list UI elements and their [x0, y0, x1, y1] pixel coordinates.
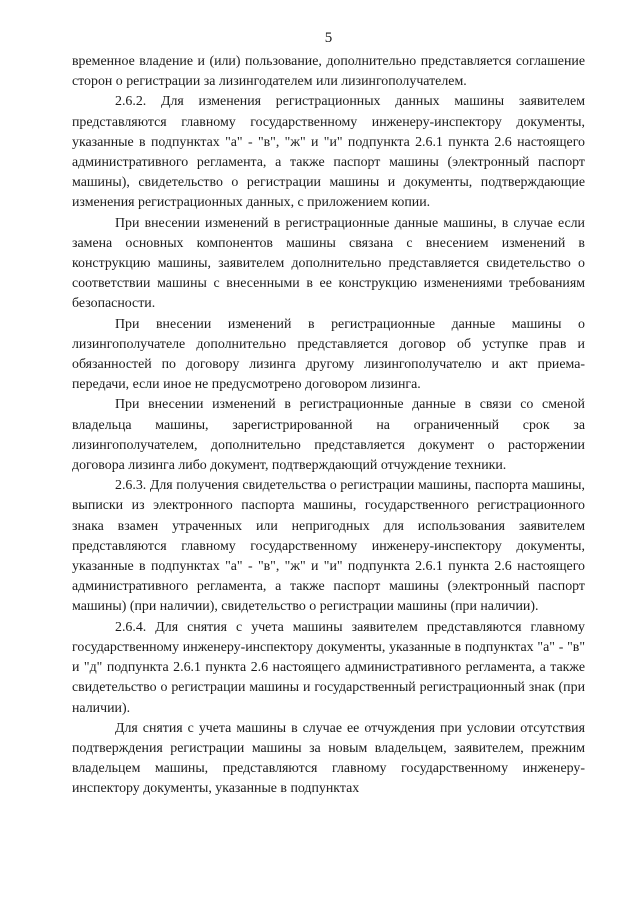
paragraph-2-6-3: 2.6.3. Для получения свидетельства о регистрации машины, паспорта машины, выписки из электронного паспорта машины, государственного регистрационного знака взамен утраченных или непригодных для использования заявителем представляются главному государственному инженеру-инспектору документы, указанные в подпунктах "а" - "в", "ж" и "и" подпункта 2.6.1 пункта 2.6 настоящего административного регламента, а также паспорт машины (электронный паспорт машины) (при наличии), свидетельство о регистрации машины (при наличии).: [72, 478, 585, 615]
paragraph-lease-continuation: временное владение и (или) пользование, дополнительно представляется соглашение сторон о регистрации за лизингодателем или лизингополучателем.: [72, 54, 585, 90]
paragraph-2-6-2: 2.6.2. Для изменения регистрационных данных машины заявителем представляются главному государственному инженеру-инспектору документы, указанные в подпунктах "а" - "в", "ж" и "и" подпункта 2.6.1 пункта 2.6 настоящего административного регламента, а также паспорт машины (электронный паспорт машины), свидетельство о регистрации машины и документы, подтверждающие изменения регистрационных данных, с приложением копии.: [72, 94, 585, 211]
paragraph-2-6-4: 2.6.4. Для снятия с учета машины заявителем представляются главному государственному инженеру-инспектору документы, указанные в подпунктах "а" - "в" и "д" подпункта 2.6.1 пункта 2.6 настоящего административного регламента, а также свидетельство о регистрации машины и государственный регистрационный знак (при наличии).: [72, 619, 585, 716]
page-number: 5: [324, 30, 333, 46]
paragraph-owner-change: При внесении изменений в регистрационные данные в связи со сменой владельца машины, зарегистрированной на ограниченный срок за лизингополучателем, дополнительно представляется документ о расторжении договора лизинга либо документ, подтверждающий отчуждение техники.: [72, 397, 585, 474]
paragraph-deregistration-alienation: Для снятия с учета машины в случае ее отчуждения при условии отсутствия подтверждения регистрации машины за новым владельцем, заявителем, прежним владельцем машины, представляются главному государственному инженеру-инспектору документы, указанные в подпунктах: [72, 720, 585, 797]
paragraph-component-replacement: При внесении изменений в регистрационные данные машины, в случае если замена основных компонентов машины связана с внесением изменений в конструкцию машины, заявителем дополнительно представляется свидетельство о соответствии машины с внесенными в ее конструкцию изменениями требованиям безопасности.: [72, 215, 585, 312]
paragraph-lessee-change: При внесении изменений в регистрационные данные машины о лизингополучателе дополнительно представляется договор об уступке прав и обязанностей по договору лизинга другому лизингополучателю и акт приема-передачи, если иное не предусмотрено договором лизинга.: [72, 316, 585, 393]
